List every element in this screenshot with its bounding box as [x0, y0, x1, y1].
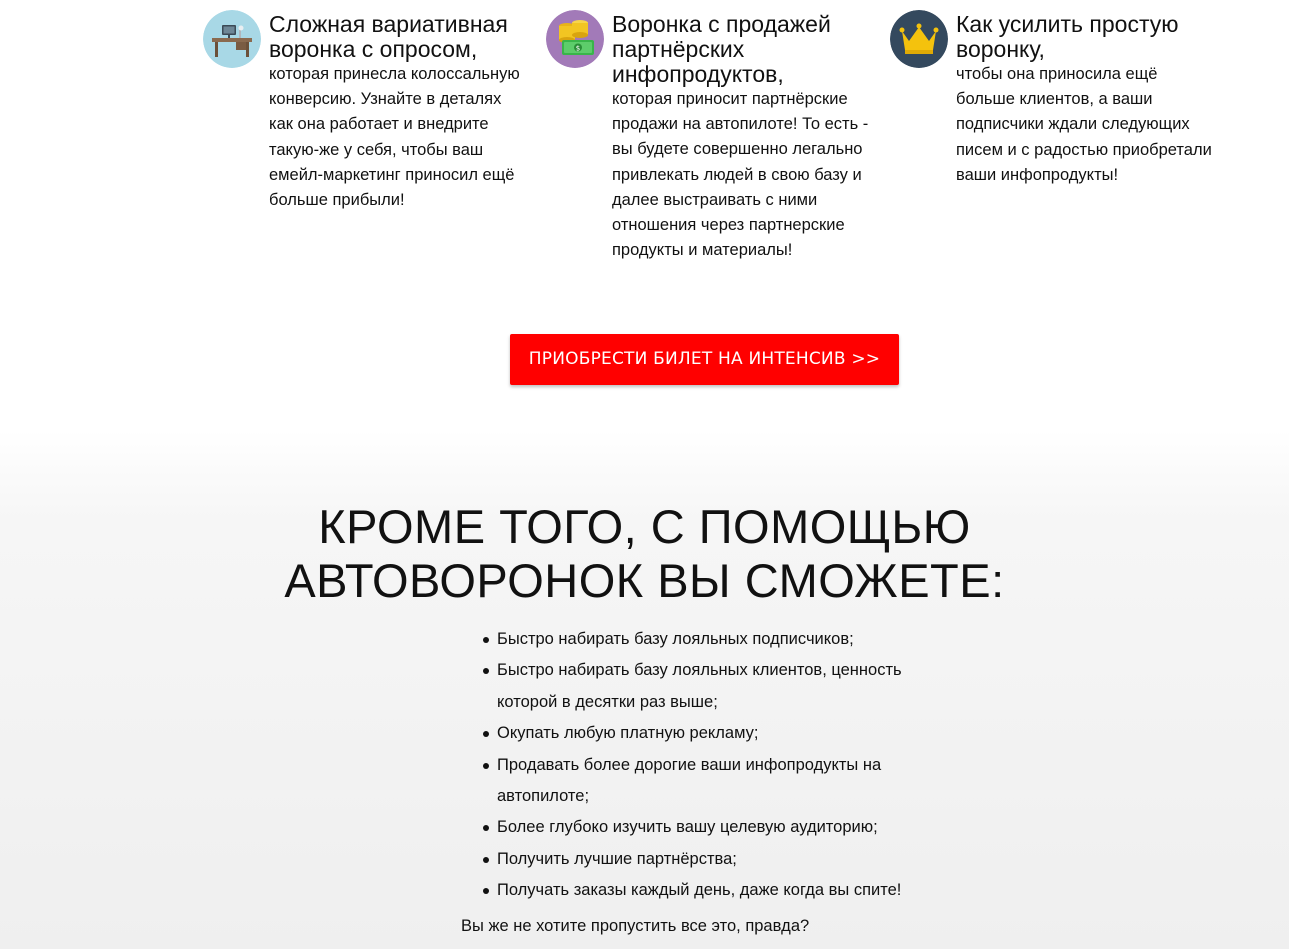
feature-title: Сложная вариативная воронка с опросом,: [269, 11, 508, 62]
list-item: Быстро набирать базу лояльных клиентов, ценность которой в десятки раз выше;: [497, 655, 947, 718]
crown-icon: [890, 10, 948, 68]
feature-title: Как усилить простую воронку,: [956, 11, 1179, 62]
list-item: Получить лучшие партнёрства;: [497, 844, 947, 875]
coins-money-icon: [546, 10, 604, 68]
feature-description: чтобы она приносила ещё больше клиентов, а ваши подписчики ждали следующих писем и с радостью приобретали ваши инфопродукты!: [956, 65, 1212, 184]
section-heading: [0, 500, 1289, 608]
list-item: Окупать любую платную рекламу;: [497, 718, 947, 749]
list-item: Быстро набирать базу лояльных подписчиков;: [497, 624, 947, 655]
feature-text: [956, 12, 1218, 188]
section-heading-line-2: АВТОВОРОНОК ВЫ СМОЖЕТЕ:: [284, 554, 1005, 607]
list-item: Более глубоко изучить вашу целевую аудиторию;: [497, 812, 947, 843]
closing-question: Вы же не хотите пропустить все это, правда?: [461, 917, 810, 935]
list-item: Продавать более дорогие ваши инфопродукты на автопилоте;: [497, 750, 947, 813]
benefits-list: [497, 624, 947, 907]
section-heading-line-1: КРОМЕ ТОГО, С ПОМОЩЬЮ: [318, 500, 971, 553]
svg-text:$: $: [575, 44, 581, 53]
buy-ticket-button[interactable]: ПРИОБРЕСТИ БИЛЕТ НА ИНТЕНСИВ >>: [510, 334, 899, 385]
feature-description: которая принесла колоссальную конверсию. Узнайте в деталях как она работает и внедрите такую-же у себя, чтобы ваш емейл-маркетинг приносил ещё больше прибыли!: [269, 65, 520, 210]
feature-description: которая приносит партнёрские продажи на автопилоте! То есть - вы будете совершенно легально привлекать людей в свою базу и далее выстраивать с ними отношения через партнерские продукты и материалы!: [612, 90, 869, 260]
feature-text: [612, 12, 874, 263]
feature-title: Воронка с продажей партнёрских инфопродуктов,: [612, 11, 831, 87]
list-item: Получать заказы каждый день, даже когда вы спите!: [497, 875, 947, 906]
desk-icon: [203, 10, 261, 68]
feature-text: [269, 12, 529, 213]
